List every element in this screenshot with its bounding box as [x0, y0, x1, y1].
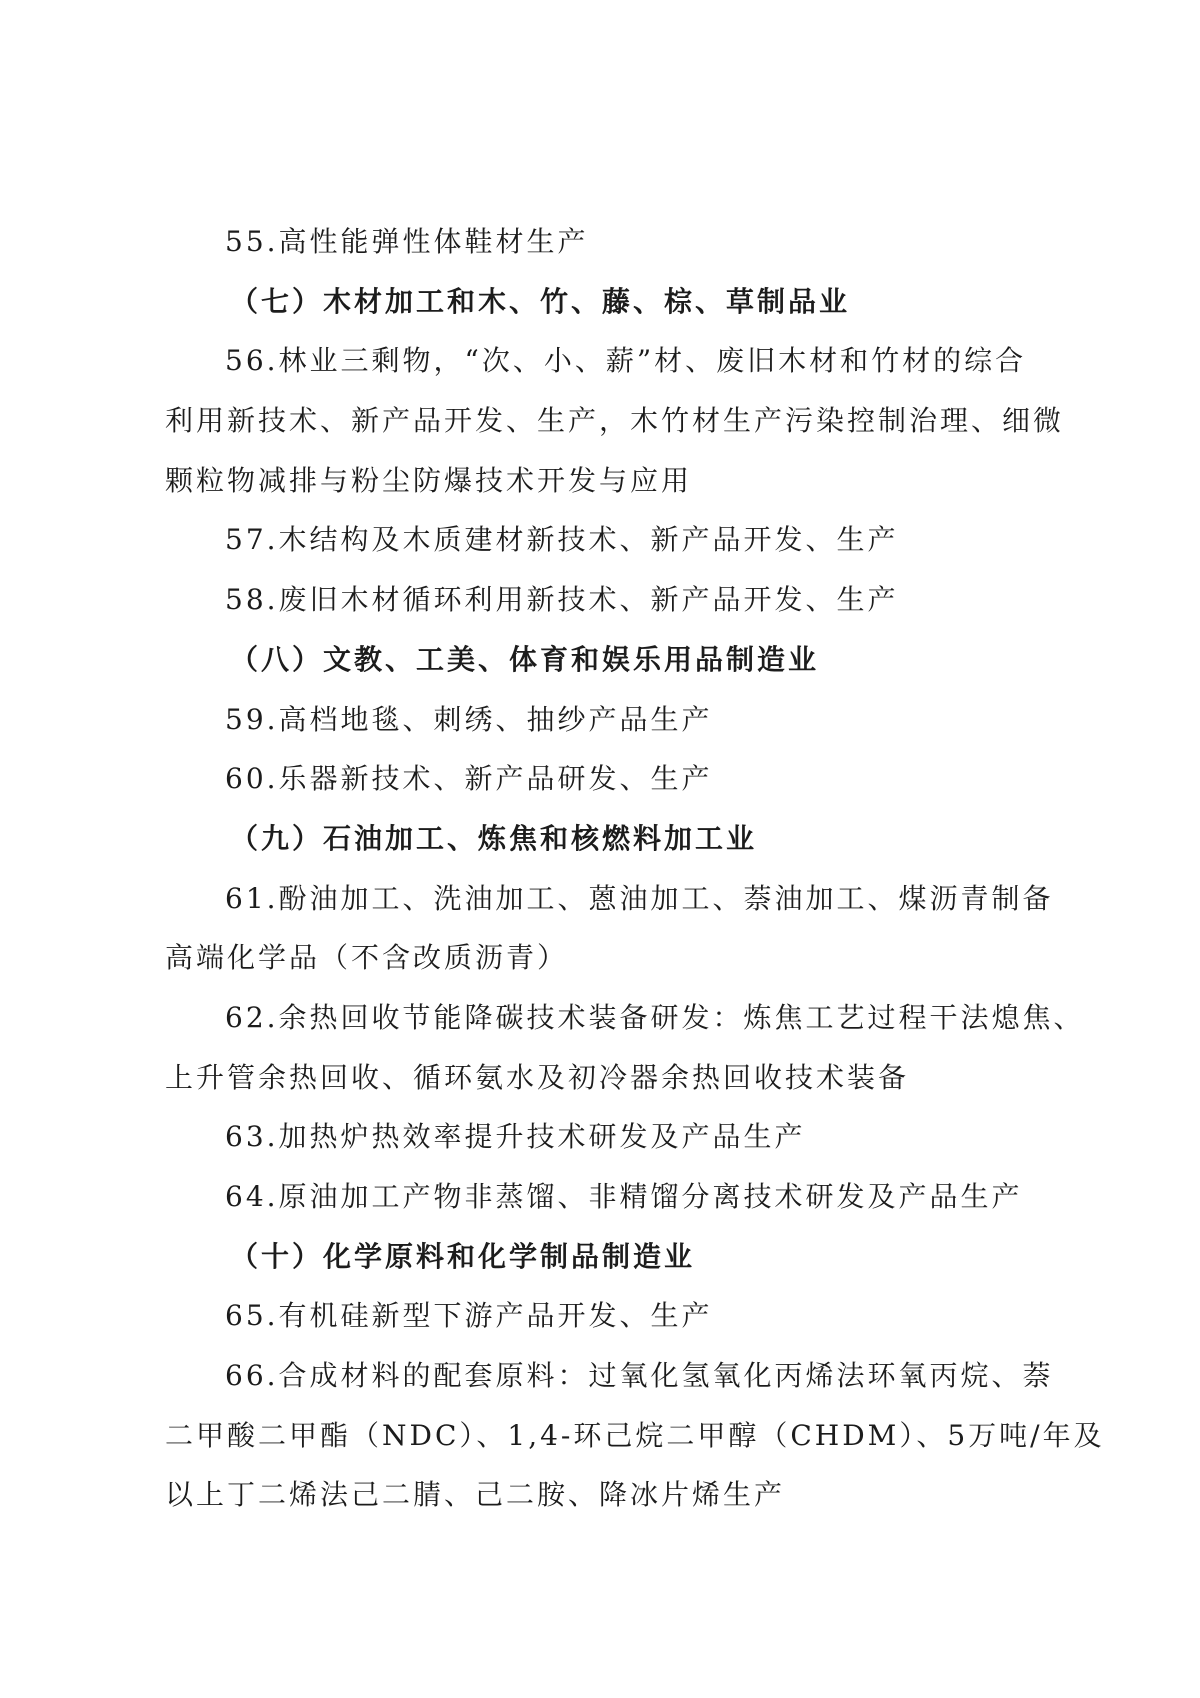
item-60: 60.乐器新技术、新产品研发、生产 — [225, 762, 713, 796]
item-59: 59.高档地毯、刺绣、抽纱产品生产 — [225, 702, 713, 736]
item-62-continuation: 上升管余热回收、循环氨水及初冷器余热回收技术装备 — [165, 1060, 910, 1094]
section-heading-10: （十）化学原料和化学制品制造业 — [230, 1239, 696, 1273]
item-66-continuation: 二甲酸二甲酯（NDC）、1,4-环己烷二甲醇（CHDM）、5万吨/年及 — [165, 1418, 1105, 1452]
item-56: 56.林业三剩物，“次、小、薪”材、废旧木材和竹材的综合 — [225, 344, 1027, 378]
item-62: 62.余热回收节能降碳技术装备研发：炼焦工艺过程干法熄焦、 — [225, 1000, 1085, 1034]
item-66-continuation: 以上丁二烯法己二腈、己二胺、降冰片烯生产 — [165, 1478, 786, 1512]
item-57: 57.木结构及木质建材新技术、新产品开发、生产 — [225, 523, 899, 557]
item-66: 66.合成材料的配套原料：过氧化氢氧化丙烯法环氧丙烷、萘 — [225, 1359, 1054, 1393]
item-61-continuation: 高端化学品（不含改质沥青） — [165, 941, 569, 975]
section-heading-7: （七）木材加工和木、竹、藤、棕、草制品业 — [230, 284, 851, 318]
item-65: 65.有机硅新型下游产品开发、生产 — [225, 1299, 713, 1333]
item-58: 58.废旧木材循环利用新技术、新产品开发、生产 — [225, 583, 899, 617]
section-heading-8: （八）文教、工美、体育和娱乐用品制造业 — [230, 642, 820, 676]
section-heading-9: （九）石油加工、炼焦和核燃料加工业 — [230, 821, 758, 855]
item-61: 61.酚油加工、洗油加工、蒽油加工、萘油加工、煤沥青制备 — [225, 881, 1054, 915]
item-63: 63.加热炉热效率提升技术研发及产品生产 — [225, 1120, 806, 1154]
item-56-continuation: 利用新技术、新产品开发、生产，木竹材生产污染控制治理、细微 — [165, 404, 1065, 438]
item-64: 64.原油加工产物非蒸馏、非精馏分离技术研发及产品生产 — [225, 1180, 1023, 1213]
document-body — [165, 212, 1105, 1525]
item-55: 55.高性能弹性体鞋材生产 — [225, 225, 589, 258]
item-56-continuation: 颗粒物减排与粉尘防爆技术开发与应用 — [165, 463, 693, 497]
